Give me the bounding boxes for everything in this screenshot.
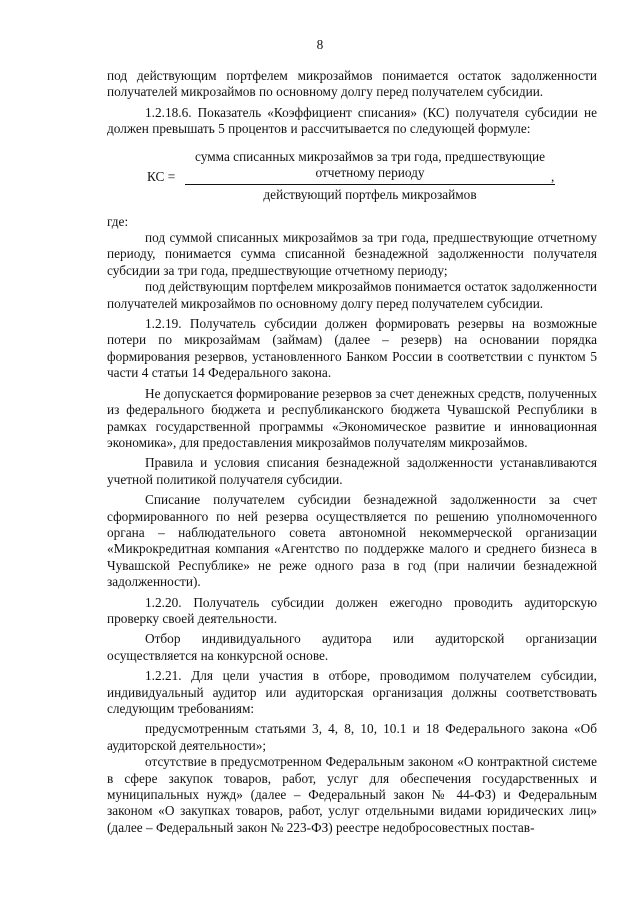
paragraph: под действующим портфелем микрозаймов понимается остаток задолженности получателей микрозаймов по основному долгу перед получателем субсидии. [107, 279, 597, 311]
paragraph: Не допускается формирование резервов за счет денежных средств, полученных из федерального бюджета и республиканского бюджета Чувашской Республики в рамках государственной программы «Экономическое развитие и инновационная экономика», для предоставления микрозаймов получателям микрозаймов. [107, 385, 597, 450]
paragraph: Правила и условия списания безнадежной задолженности устанавливаются учетной политикой получателя субсидии. [107, 455, 597, 487]
formula-ks [107, 144, 597, 210]
formula-comma: , [551, 168, 555, 184]
paragraph: 1.2.18.6. Показатель «Коэффициент списания» (КС) получателя субсидии не должен превышать 5 процентов и рассчитывается по следующей формуле: [107, 104, 597, 137]
formula-numerator: сумма списанных микрозаймов за три года, предшествующие отчетному периоду [195, 148, 545, 181]
page-number: 8 [316, 37, 324, 52]
formula-denominator: действующий портфель микрозаймов [263, 186, 477, 202]
paragraph: Списание получателем субсидии безнадежной задолженности за счет сформированного по ней резерва осуществляется по решению уполномоченного органа – наблюдательного совета автономной некоммерческой организации «Микрокредитная компания «Агентство по поддержке малого и среднего бизнеса в Чувашской Республике» не реже одного раза в год (при наличии безнадежной задолженности). [107, 492, 597, 590]
paragraph: под суммой списанных микрозаймов за три года, предшествующие отчетному периоду, понимается сумма списанной безнадежной задолженности получателя субсидии за три года, предшествующие отчетному периоду; [107, 230, 597, 278]
formula-lhs: КС = [147, 168, 176, 184]
paragraph: Отбор индивидуального аудитора или аудиторской организации осуществляется на конкурсной основе. [107, 631, 597, 663]
paragraph: предусмотренным статьями 3, 4, 8, 10, 10.1 и 18 Федерального закона «Об аудиторской деятельности»; [107, 721, 597, 753]
fraction-bar [185, 184, 555, 185]
document-body [107, 68, 597, 836]
paragraph: 1.2.20. Получатель субсидии должен ежегодно проводить аудиторскую проверку своей деятельности. [107, 594, 597, 626]
paragraph: отсутствие в предусмотренном Федеральным законом «О контрактной системе в сфере закупок товаров, работ, услуг для обеспечения государственных и муниципальных нужд» (далее – Федеральный закон № 44-ФЗ) и Федеральным законом «О закупках товаров, работ, услуг отдельными видами юридических лиц» (далее – Федеральный закон № 223-ФЗ) реестре недобросовестных постав- [107, 754, 597, 835]
paragraph: 1.2.21. Для цели участия в отборе, проводимом получателем субсидии, индивидуальный аудитор или аудиторская организация должны соответствовать следующим требованиям: [107, 668, 597, 716]
paragraph: под действующим портфелем микрозаймов понимается остаток задолженности получателей микрозаймов по основному долгу перед получателем субсидии. [107, 68, 597, 100]
paragraph: где: [107, 213, 129, 229]
paragraph: 1.2.19. Получатель субсидии должен формировать резервы на возможные потери по микрозаймам (займам) (далее – резерв) на основании порядка формирования резервов, установленного Банком России в соответствии с пунктом 5 части 4 статьи 14 Федерального закона. [107, 316, 597, 381]
